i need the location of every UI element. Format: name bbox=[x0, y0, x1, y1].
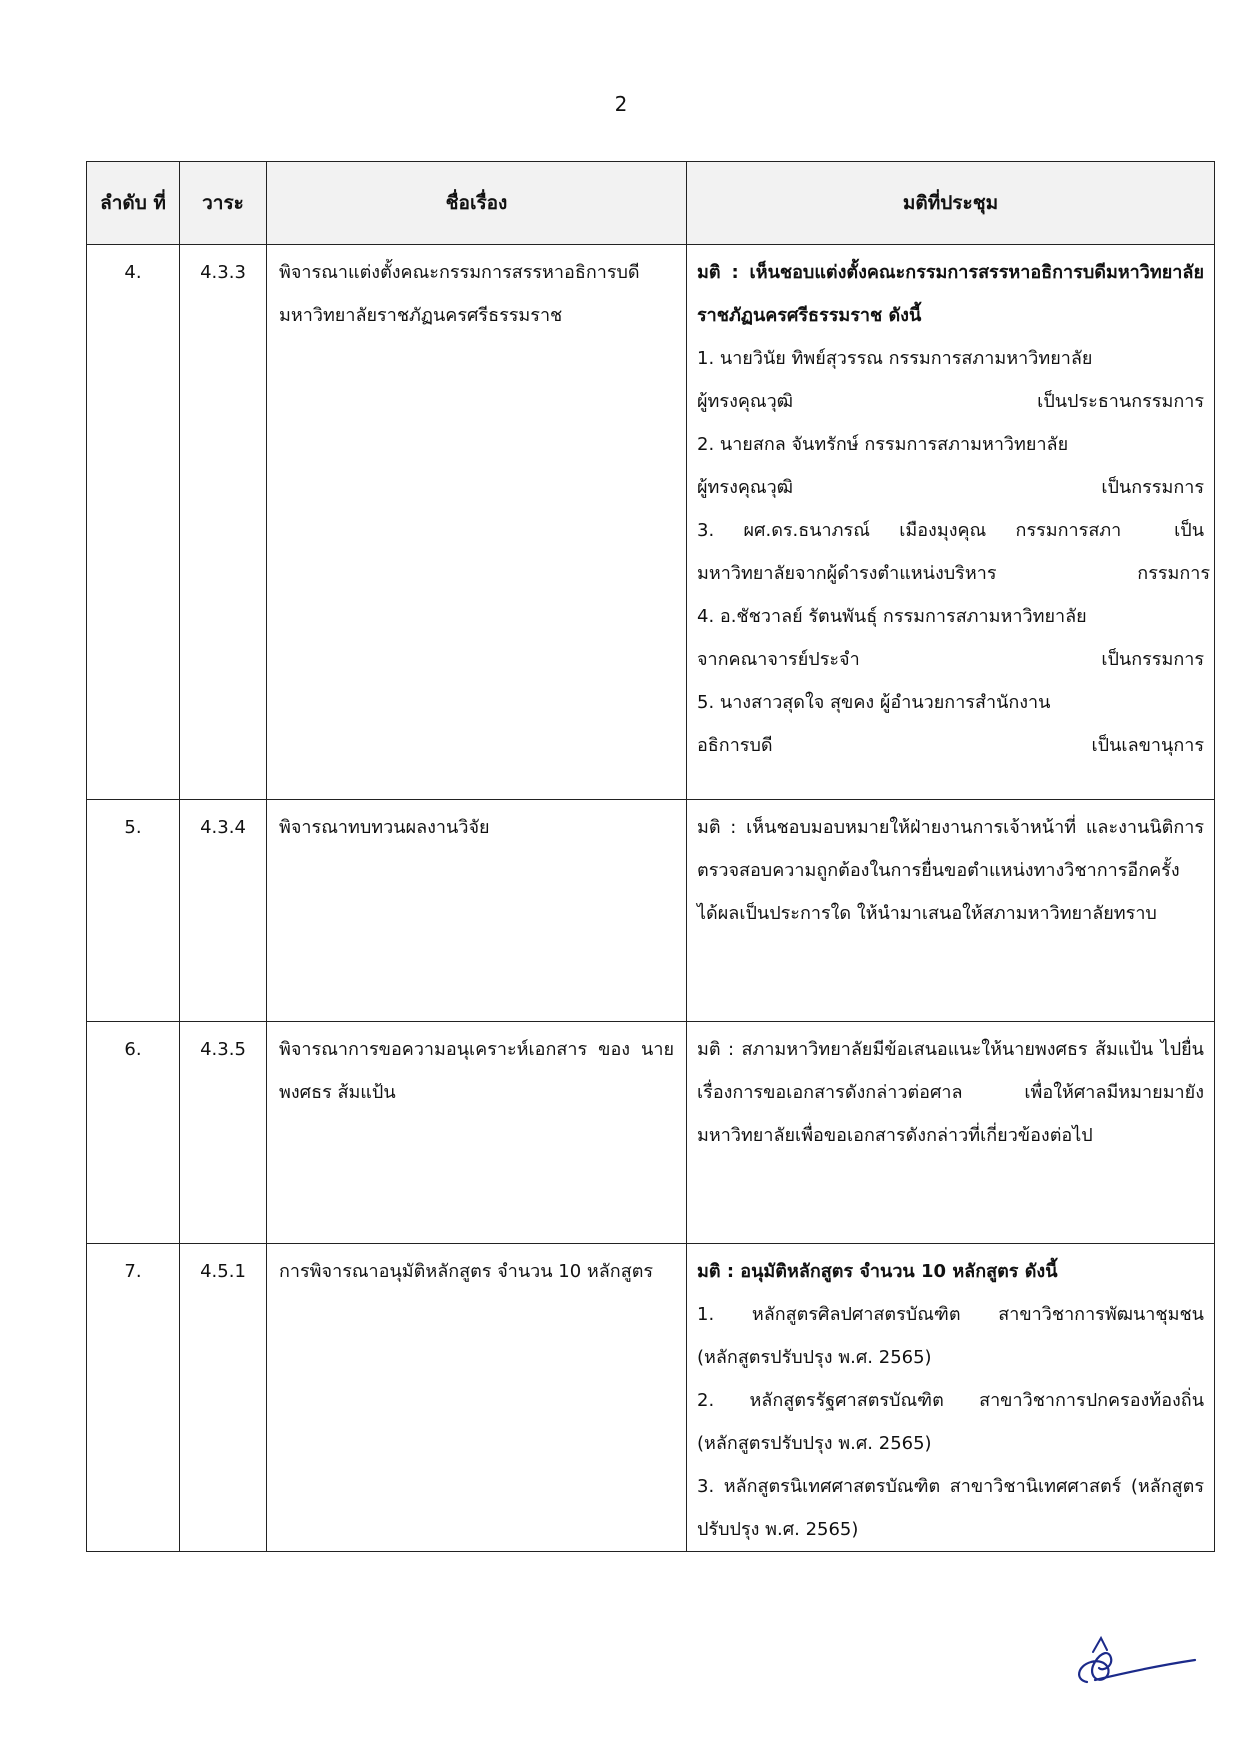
row-subject: พิจารณาแต่งตั้งคณะกรรมการสรรหาอธิการบดีมหาวิทยาลัยราชภัฏนครศรีธรรมราช bbox=[267, 245, 687, 800]
row-no: 4. bbox=[87, 245, 180, 800]
row-no: 7. bbox=[87, 1244, 180, 1552]
table-row bbox=[87, 1022, 1215, 1244]
row-subject: พิจารณาทบทวนผลงานวิจัย bbox=[267, 800, 687, 1022]
member-position: อธิการบดี bbox=[697, 735, 773, 756]
header-no: ลำดับ ที่ bbox=[87, 162, 180, 245]
member-role: เป็นกรรมการ bbox=[1137, 520, 1211, 584]
row-resolution: มติ : เห็นชอบมอบหมายให้ฝ่ายงานการเจ้าหน้าที่ และงานนิติการ ตรวจสอบความถูกต้องในการยื่นขอตำแหน่งทางวิชาการอีกครั้ง ได้ผลเป็นประการใด ให้นำมาเสนอให้สภามหาวิทยาลัยทราบ bbox=[687, 800, 1215, 1022]
member-text: 1. นายวินัย ทิพย์สุวรรณ กรรมการสภามหาวิทยาลัย bbox=[697, 348, 1093, 369]
table-row bbox=[87, 245, 1215, 800]
member-role-line bbox=[697, 509, 1211, 595]
row-agenda: 4.5.1 bbox=[180, 1244, 267, 1552]
member-text: 3. ผศ.ดร.ธนาภรณ์ เมืองมุงคุณ กรรมการสภามหาวิทยาลัยจากผู้ดำรงตำแหน่งบริหาร bbox=[697, 520, 1122, 584]
header-resolution: มติที่ประชุม bbox=[687, 162, 1215, 245]
member-role-line bbox=[697, 380, 1204, 423]
member-role-line bbox=[697, 724, 1204, 767]
member-text: 2. นายสกล จันทรักษ์ กรรมการสภามหาวิทยาลัย bbox=[697, 434, 1069, 455]
row-no: 5. bbox=[87, 800, 180, 1022]
member-role: เป็นเลขานุการ bbox=[1091, 735, 1204, 756]
member-role: เป็นประธานกรรมการ bbox=[1037, 391, 1204, 412]
member-position: ผู้ทรงคุณวุฒิ bbox=[697, 391, 793, 412]
row-resolution: มติ : สภามหาวิทยาลัยมีข้อเสนอแนะให้นายพงศธร ส้มแป้น ไปยื่นเรื่องการขอเอกสารดังกล่าวต่อศาล เพื่อให้ศาลมีหมายมายังมหาวิทยาลัยเพื่อขอเอกสารดังกล่าวที่เกี่ยวข้องต่อไป bbox=[687, 1022, 1215, 1244]
row-agenda: 4.3.4 bbox=[180, 800, 267, 1022]
row-subject: พิจารณาการขอความอนุเคราะห์เอกสาร ของ นายพงศธร ส้มแป้น bbox=[267, 1022, 687, 1244]
header-agenda: วาระ bbox=[180, 162, 267, 245]
member-role: เป็นกรรมการ bbox=[1101, 649, 1204, 670]
row-agenda: 4.3.3 bbox=[180, 245, 267, 800]
member-role-line bbox=[697, 638, 1204, 681]
program-item: 2. หลักสูตรรัฐศาสตรบัณฑิต สาขาวิชาการปกครองท้องถิ่น (หลักสูตรปรับปรุง พ.ศ. 2565) bbox=[697, 1390, 1204, 1454]
header-subject: ชื่อเรื่อง bbox=[267, 162, 687, 245]
program-item: 3. หลักสูตรนิเทศศาสตรบัณฑิต สาขาวิชานิเทศศาสตร์ (หลักสูตรปรับปรุง พ.ศ. 2565) bbox=[697, 1476, 1204, 1540]
member-text: 4. อ.ชัชวาลย์ รัตนพันธุ์ กรรมการสภามหาวิทยาลัย bbox=[697, 606, 1087, 627]
table-row bbox=[87, 1244, 1215, 1552]
member-role-line bbox=[697, 466, 1204, 509]
table-row bbox=[87, 800, 1215, 1022]
row-no: 6. bbox=[87, 1022, 180, 1244]
row-resolution bbox=[687, 1244, 1215, 1552]
resolution-head: มติ : อนุมัติหลักสูตร จำนวน 10 หลักสูตร ดังนี้ bbox=[697, 1261, 1058, 1282]
member-text: 5. นางสาวสุดใจ สุขคง ผู้อำนวยการสำนักงาน bbox=[697, 692, 1051, 713]
member-role: เป็นกรรมการ bbox=[1101, 477, 1204, 498]
table-header-row bbox=[87, 162, 1215, 245]
minutes-table bbox=[86, 161, 1215, 1552]
member-position: ผู้ทรงคุณวุฒิ bbox=[697, 477, 793, 498]
row-resolution bbox=[687, 245, 1215, 800]
page-number: 2 bbox=[614, 92, 628, 116]
signature-mark bbox=[1065, 1622, 1200, 1697]
row-agenda: 4.3.5 bbox=[180, 1022, 267, 1244]
program-item: 1. หลักสูตรศิลปศาสตรบัณฑิต สาขาวิชาการพัฒนาชุมชน (หลักสูตรปรับปรุง พ.ศ. 2565) bbox=[697, 1304, 1204, 1368]
resolution-head: มติ : เห็นชอบแต่งตั้งคณะกรรมการสรรหาอธิการบดีมหาวิทยาลัยราชภัฏนครศรีธรรมราช ดังนี้ bbox=[697, 262, 1204, 326]
member-position: จากคณาจารย์ประจำ bbox=[697, 649, 860, 670]
row-subject: การพิจารณาอนุมัติหลักสูตร จำนวน 10 หลักสูตร bbox=[267, 1244, 687, 1552]
